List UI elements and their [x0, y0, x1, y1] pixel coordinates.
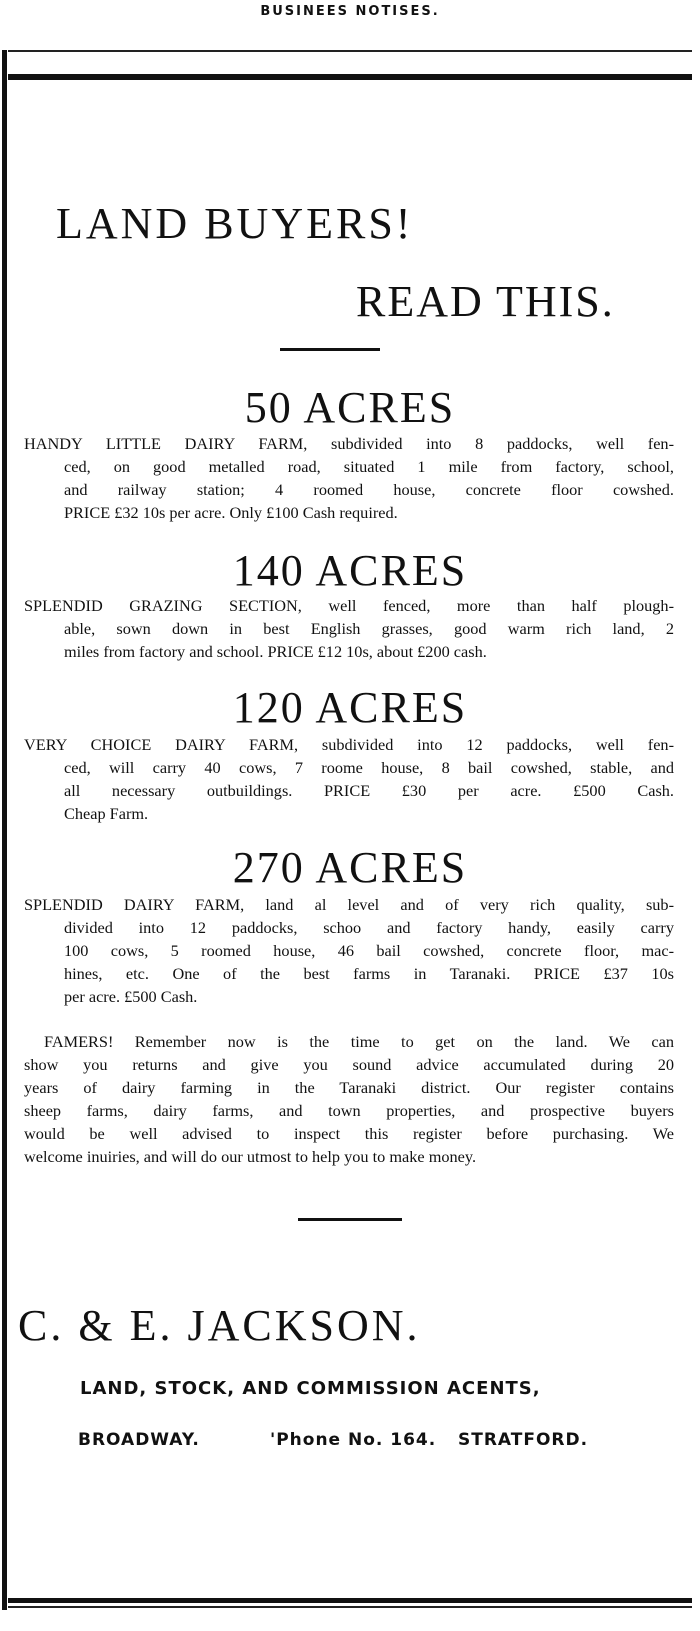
listing-line: Cheap Farm. — [64, 804, 149, 823]
listing-description — [24, 733, 674, 825]
listing-line: and railway station; 4 roomed house, concrete floor cowshed. — [64, 480, 674, 499]
headline-line-2: READ THIS. — [356, 277, 615, 326]
closing-line: show you returns and give you sound advice accumulated during 20 — [24, 1055, 674, 1074]
listing-line: divided into 12 paddocks, schoo and factory handy, easily carry — [64, 918, 674, 937]
listing-line: SPLENDID GRAZING SECTION, well fenced, more than half plough- — [24, 596, 674, 615]
listing-line: VERY CHOICE DAIRY FARM, subdivided into 12 paddocks, well fen- — [24, 735, 674, 754]
left-border-rule — [2, 50, 7, 1610]
closing-line: sheep farms, dairy farms, and town properties, and prospective buyers — [24, 1101, 674, 1120]
headline-line-1: LAND BUYERS! — [56, 199, 414, 248]
firm-phone: 'Phone No. 164. — [270, 1430, 437, 1450]
listing-line: PRICE £32 10s per acre. Only £100 Cash required. — [64, 503, 398, 522]
listing-description — [24, 432, 674, 524]
listing-acres-heading: 140 ACRES — [232, 546, 468, 595]
listing-line: able, sown down in best English grasses, good warm rich land, 2 — [64, 619, 674, 638]
bottom-heavy-rule — [8, 1598, 692, 1603]
listing-line: HANDY LITTLE DAIRY FARM, subdivided into 8 paddocks, well fen- — [24, 434, 674, 453]
listing-line: miles from factory and school. PRICE £12 10s, about £200 cash. — [64, 642, 487, 661]
closing-line: would be well advised to inspect this register before purchasing. We — [24, 1124, 674, 1143]
firm-name: C. & E. JACKSON. — [18, 1301, 421, 1350]
closing-line: years of dairy farming in the Taranaki district. Our register contains — [24, 1078, 674, 1097]
listing-line: per acre. £500 Cash. — [64, 987, 198, 1006]
firm-business: LAND, STOCK, AND COMMISSION ACENTS, — [80, 1378, 541, 1399]
listing-line: ced, on good metalled road, situated 1 mile from factory, school, — [64, 457, 674, 476]
section-header: BUSINEES NOTISES. — [260, 4, 440, 19]
closing-line: FAMERS! Remember now is the time to get on the land. We can — [44, 1032, 674, 1051]
listing-acres-heading: 120 ACRES — [232, 683, 468, 732]
firm-town: STRATFORD. — [458, 1430, 589, 1450]
listing-line: all necessary outbuildings. PRICE £30 per acre. £500 Cash. — [64, 781, 674, 800]
listing-description — [24, 594, 674, 663]
closing-line: welcome inuiries, and will do our utmost to help you to make money. — [24, 1147, 477, 1166]
listing-line: SPLENDID DAIRY FARM, land al level and of very rich quality, sub- — [24, 895, 674, 914]
divider-rule — [298, 1218, 402, 1221]
firm-street: BROADWAY. — [78, 1430, 200, 1450]
bottom-rule — [8, 1606, 692, 1608]
listing-acres-heading: 270 ACRES — [232, 843, 468, 892]
listing-line: ced, will carry 40 cows, 7 roome house, 8 bail cowshed, stable, and — [64, 758, 674, 777]
listing-acres-heading: 50 ACRES — [244, 383, 456, 432]
closing-paragraph — [24, 1030, 674, 1168]
listing-line: 100 cows, 5 roomed house, 46 bail cowshed, concrete floor, mac- — [64, 941, 674, 960]
listing-line: hines, etc. One of the best farms in Taranaki. PRICE £37 10s — [64, 964, 674, 983]
divider-rule — [280, 348, 380, 351]
listing-description — [24, 893, 674, 1008]
top-heavy-rule — [8, 74, 692, 80]
top-rule — [8, 50, 692, 52]
